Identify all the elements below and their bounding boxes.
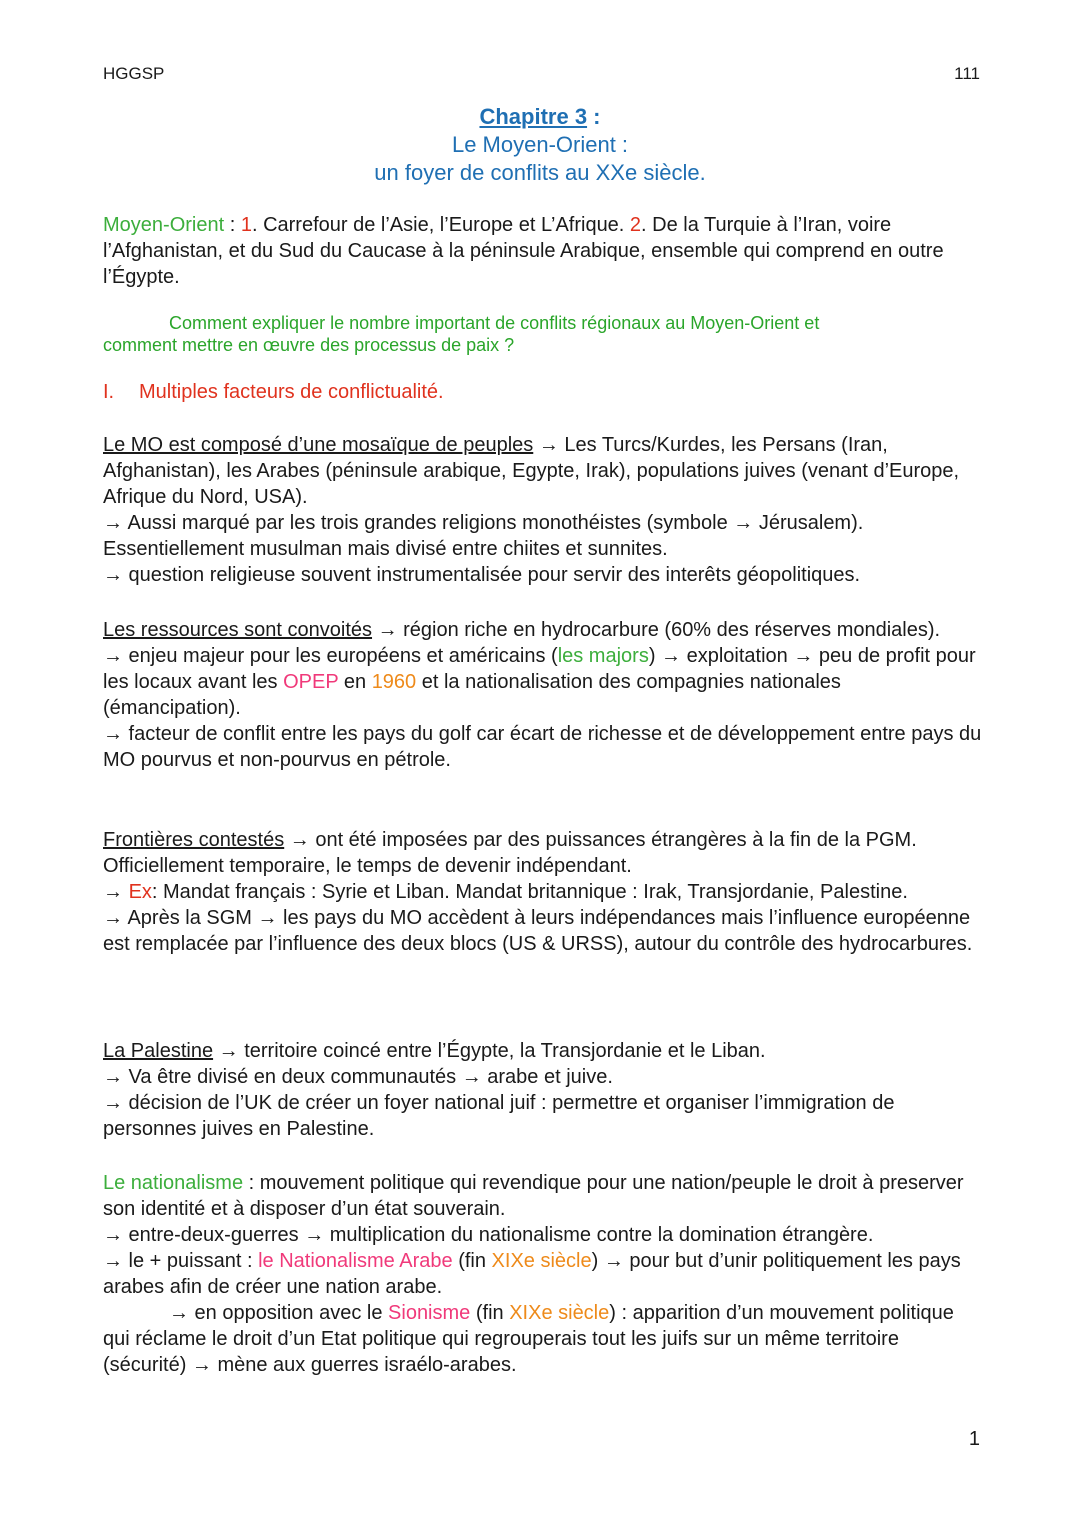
section-heading: [103, 379, 983, 405]
year-1960: 1960: [371, 671, 417, 693]
peoples-line-1: → Les Turcs/Kurdes, les Persans (Iran, Afghanistan), les Arabes (péninsule arabique, Egypte, Irak), populations juives (venant d’Europe, Afrique du Nord, USA).: [103, 434, 960, 508]
palestine-line-3: → décision de l’UK de créer un foyer national juif : permettre et organiser l’immigration de personnes juives en Palestine.: [103, 1092, 895, 1140]
resources-line-2c: en: [338, 671, 372, 693]
definition-paragraph: [103, 212, 983, 290]
borders-line-2: [103, 879, 983, 905]
page-number: 1: [968, 1428, 980, 1450]
chapter-subtitle-1: Le Moyen-Orient :: [451, 132, 629, 157]
paragraph-peoples: [103, 432, 983, 588]
paragraph-nationalism: [103, 1170, 983, 1378]
borders-line-3: → Après la SGM → les pays du MO accèdent à leurs indépendances mais l’influence européenne est remplacée par l’influence des deux blocs (US & URSS), autour du contrôle des hydrocarbures.: [103, 907, 973, 955]
nationalism-line-4b: (fin: [470, 1302, 510, 1324]
nationalism-line-3c: ) → pour but d’unir politiquement les pays arabes afin de créer une nation arabe.: [103, 1250, 961, 1298]
resources-heading: Les ressources sont convoités: [103, 619, 373, 641]
resources-line-2: [103, 643, 983, 721]
definition-num-2: 2: [629, 214, 642, 236]
question-line-1: Comment expliquer le nombre important de conflits régionaux au Moyen-Orient et: [169, 313, 820, 333]
nationalism-line-3: [103, 1248, 983, 1300]
paragraph-borders: [103, 827, 983, 957]
nationalism-line-3a: → le + puissant :: [103, 1250, 259, 1272]
nationalism-term: Le nationalisme: [103, 1172, 244, 1194]
question-line-2: comment mettre en œuvre des processus de paix ?: [103, 335, 515, 355]
arab-nationalism-term: le Nationalisme Arabe: [258, 1250, 453, 1272]
section-number: I.: [103, 381, 115, 403]
example-label: Ex: [128, 881, 152, 903]
zionism-term: Sionisme: [388, 1302, 471, 1324]
nationalism-line-3b: (fin: [452, 1250, 492, 1272]
definition-text-2: . De la Turquie à l’Iran, voire l’Afghanistan, et du Sud du Caucase à la péninsule Arabique, ensemble qui comprend en outre l’Égypte.: [103, 214, 944, 288]
nationalism-line-4c: ) : apparition d’un mouvement politique qui réclame le droit d’un Etat politique qui regrouperais tout les juifs sur un même territoire (sécurité) → mène aux guerres israélo-arabes.: [103, 1302, 954, 1376]
peoples-line-3: → question religieuse souvent instrumentalisée pour servir des interêts géopolitiques.: [103, 564, 861, 586]
nationalism-line-1: : mouvement politique qui revendique pour une nation/peuple le droit à preserver son identité et à disposer d’un état souverain.: [103, 1172, 964, 1220]
problematic-question: [103, 312, 983, 356]
nationalism-line-4: [103, 1300, 983, 1378]
resources-line-3: → facteur de conflit entre les pays du golf car écart de richesse et de développement entre pays du MO pourvus et non-pourvus en pétrole.: [103, 723, 982, 771]
definition-sep: :: [224, 214, 241, 236]
borders-line-2a: →: [103, 881, 129, 903]
resources-line-1: → région riche en hydrocarbure (60% des réserves mondiales).: [372, 619, 941, 641]
century-19-a: XIXe siècle: [491, 1250, 592, 1272]
chapter-colon: :: [587, 104, 601, 129]
nationalism-line-4a: → en opposition avec le: [169, 1302, 389, 1324]
majors-term: les majors: [557, 645, 649, 667]
definition-term: Moyen-Orient: [103, 214, 225, 236]
resources-line-2a: → enjeu majeur pour les européens et américains (: [103, 645, 558, 667]
paragraph-resources: [103, 617, 983, 773]
century-19-b: XIXe siècle: [509, 1302, 610, 1324]
peoples-line-2: → Aussi marqué par les trois grandes religions monothéistes (symbole → Jérusalem). Essentiellement musulman mais divisé entre chiites et sunnites.: [103, 512, 864, 560]
page-reference: 111: [954, 64, 980, 83]
opep-term: OPEP: [283, 671, 339, 693]
palestine-line-2: → Va être divisé en deux communautés → arabe et juive.: [103, 1066, 613, 1088]
palestine-line-1: → territoire coincé entre l’Égypte, la Transjordanie et le Liban.: [213, 1040, 766, 1062]
subject-header: HGGSP: [103, 64, 165, 83]
peoples-heading: Le MO est composé d’une mosaïque de peuples: [103, 434, 534, 456]
chapter-title: [0, 104, 1080, 130]
section-title: Multiples facteurs de conflictualité.: [139, 381, 444, 403]
definition-num-1: 1: [240, 214, 252, 236]
paragraph-palestine: [103, 1038, 983, 1142]
chapter-label: Chapitre 3: [479, 104, 588, 129]
borders-line-2b: : Mandat français : Syrie et Liban. Mandat britannique : Irak, Transjordanie, Palestine.: [151, 881, 908, 903]
nationalism-line-2: → entre-deux-guerres → multiplication du nationalisme contre la domination étrangère.: [103, 1224, 874, 1246]
borders-line-1: → ont été imposées par des puissances étrangères à la fin de la PGM. Officiellement temporaire, le temps de devenir indépendant.: [103, 829, 917, 877]
palestine-heading: La Palestine: [103, 1040, 214, 1062]
resources-line-2d: et la nationalisation des compagnies nationales (émancipation).: [103, 671, 841, 719]
definition-text-1: . Carrefour de l’Asie, l’Europe et L’Afrique.: [251, 214, 630, 236]
chapter-subtitle-2: un foyer de conflits au XXe siècle.: [374, 160, 706, 185]
borders-heading: Frontières contestés: [103, 829, 285, 851]
resources-line-2b: ) → exploitation → peu de profit pour les locaux avant les: [103, 645, 976, 693]
